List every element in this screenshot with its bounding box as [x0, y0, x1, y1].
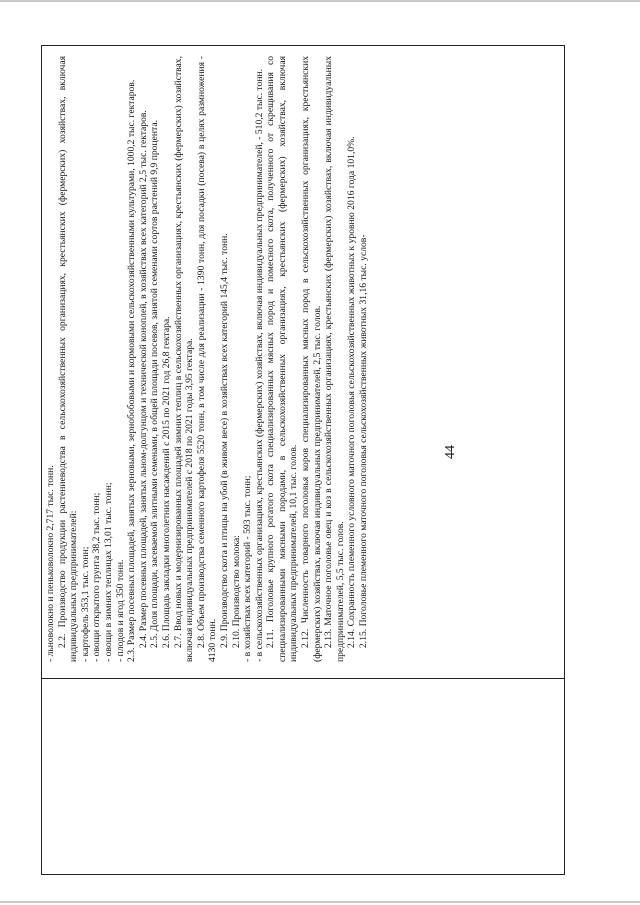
paragraph: 2.13. Маточное поголовье овец и коз в сельскохозяйственных организациях, крестьянских (фермерских) хозяйствах, включая индивидуальных предпринимателей, 5,5 тыс. голов.: [323, 56, 346, 662]
paragraph: - овощи открытого грунта 38,2 тыс. тонн;: [91, 492, 103, 662]
paragraph: 2.2. Производство продукции растениеводства в сельскохозяйственных организациях, крестьянских (фермерских) хозяйствах, включая индивидуальных предпринимателей:: [56, 56, 80, 662]
paragraph: - плодов и ягод 350 тонн.: [114, 559, 126, 662]
paragraph: 2.15. Поголовье племенного маточного поголовья сельскохозяйственных животных 31,16 тыс. услов-: [358, 234, 370, 648]
paragraph: 2.9. Производство скота и птицы на убой (в живом весе) в хозяйствах всех категорий 145,4 тыс. тонн.: [218, 233, 230, 648]
paragraph: 2.14. Сохранность племенного условного маточного поголовья сельскохозяйственных животных к уровню 2016 года 101,0%.: [346, 136, 358, 648]
paragraph: 2.6. Площадь закладки многолетних насаждений с 2015 по 2021 год 26,8 гектара.: [160, 316, 172, 648]
page-number: 44: [443, 445, 458, 459]
paragraph: - овощи в зимних теплицах 13,01 тыс. тонн;: [102, 482, 114, 662]
paragraph: 2.11. Поголовье крупного рогатого скота специализированных мясных пород и помесного скота, полученного от скрещивания со специализированными мясными породами, в сельскохозяйственных организациях, крестьянских (фермерских) хозяйствах, включая индивидуальных предпринимателей, 10,1 тыс. голов.: [265, 56, 300, 662]
rotated-content: [41, 48, 563, 668]
paragraph: - в хозяйствах всех категорий - 593 тыс. тонн;: [242, 475, 254, 662]
document-text: [41, 48, 370, 668]
paragraph: - картофель 353,1 тыс. тонн;: [79, 546, 91, 662]
paragraph: 2.3. Размер посевных площадей, занятых зерновыми, зернобобовыми и кормовыми сельскохозяйственными культурами, 1000,2 тыс. гектаров.: [126, 79, 138, 662]
paragraph: 2.10. Производство молока:: [230, 535, 242, 648]
paragraph: 2.8. Объем производства семенного картофеля 5520 тонн, в том числе для реализации - 1390 тонн, для посадки (посева) в целях размножения - 4130 тонн.: [195, 56, 219, 662]
paragraph: 2.5. Доля площади, засеваемой элитными семенами, в общей площади посевов, занятой семенами сортов растений 9,9 процента.: [149, 120, 161, 648]
scan-edge-top: [0, 0, 640, 2]
paragraph: 2.7. Ввод новых и модернизированных площадей зимних теплиц в сельскохозяйственных организациях, крестьянских (фермерских) хозяйствах, включая индивидуальных предпринимателей с 2018 по 2021 годы 3,95 гектара.: [172, 56, 196, 662]
paragraph: 2.4. Размер посевных площадей, занятых льном-долгунцом и технической коноплей, в хозяйствах всех категорий 2,5 тыс. гектаров.: [137, 110, 149, 648]
scan-edge-bottom: [0, 901, 640, 903]
paragraph: 2.12. Численность товарного поголовья коров специализированных мясных пород в сельскохозяйственных организациях, крестьянских (фермерских) хозяйствах, включая индивидуальных предпринимателей, 2,5 тыс. голов.: [300, 56, 323, 662]
paragraph: - в сельскохозяйственных организациях, крестьянских (фермерских) хозяйствах, включая индивидуальных предпринимателей, - 510,2 тыс. тонн.: [253, 68, 265, 662]
table-column-divider: [42, 678, 564, 679]
paragraph: - льноволокно и пеньковолокно 2,717 тыс. тонн.: [45, 465, 56, 662]
